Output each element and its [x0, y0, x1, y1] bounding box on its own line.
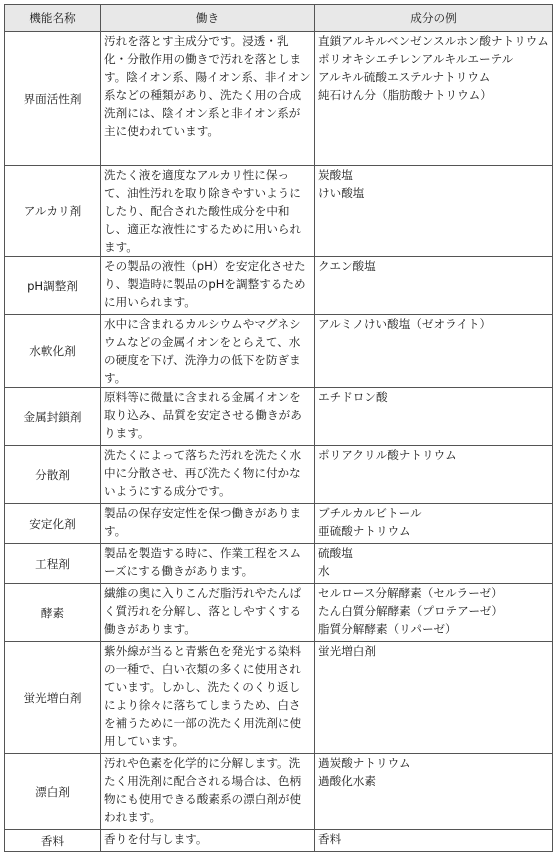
row-example-ingredients: ポリアクリル酸ナトリウム	[315, 446, 553, 504]
row-function-name: 金属封鎖剤	[5, 388, 101, 446]
row-function-name: pH調整剤	[5, 257, 101, 315]
row-function-description: その製品の液性（pH）を安定化させたり、製造時に製品のpHを調整するために用いられます。	[101, 257, 315, 315]
table-row	[5, 754, 553, 830]
row-function-name: 界面活性剤	[5, 32, 101, 166]
row-function-description: 製品の保存安定性を保つ働きがあります。	[101, 504, 315, 544]
table-row	[5, 642, 553, 754]
header-example-ingredients: 成分の例	[315, 5, 553, 32]
row-function-description: 洗たくによって落ちた汚れを洗たく水中に分散させ、再び洗たく物に付かないようにする成分です。	[101, 446, 315, 504]
row-function-name: アルカリ剤	[5, 166, 101, 257]
row-function-description: 香りを付与します。	[101, 830, 315, 852]
table-header-row	[5, 5, 553, 32]
header-function-name: 機能名称	[5, 5, 101, 32]
row-function-name: 香料	[5, 830, 101, 852]
row-function-description: 製品を製造する時に、作業工程をスムーズにする働きがあります。	[101, 544, 315, 584]
row-function-name: 漂白剤	[5, 754, 101, 830]
row-example-ingredients: セルロース分解酵素（セルラーゼ） たん白質分解酵素（プロテアーゼ） 脂質分解酵素（リパーゼ）	[315, 584, 553, 642]
row-function-description: 繊維の奥に入りこんだ脂汚れやたんぱく質汚れを分解し、落としやすくする働きがあります。	[101, 584, 315, 642]
table-row	[5, 830, 553, 852]
table-row	[5, 544, 553, 584]
table-row	[5, 315, 553, 388]
row-example-ingredients: アルミノけい酸塩（ゼオライト）	[315, 315, 553, 388]
row-function-name: 水軟化剤	[5, 315, 101, 388]
row-example-ingredients: 香料	[315, 830, 553, 852]
table-row	[5, 166, 553, 257]
row-example-ingredients: エチドロン酸	[315, 388, 553, 446]
header-function: 働き	[101, 5, 315, 32]
row-function-description: 原料等に微量に含まれる金属イオンを取り込み、品質を安定させる働きがあります。	[101, 388, 315, 446]
table-row	[5, 257, 553, 315]
row-function-name: 酵素	[5, 584, 101, 642]
row-function-description: 水中に含まれるカルシウムやマグネシウムなどの金属イオンをとらえて、水の硬度を下げ、洗浄力の低下を防ぎます。	[101, 315, 315, 388]
table-row	[5, 388, 553, 446]
row-function-name: 工程剤	[5, 544, 101, 584]
table-row	[5, 446, 553, 504]
row-example-ingredients: ブチルカルビトール 亜硫酸ナトリウム	[315, 504, 553, 544]
row-example-ingredients: 硫酸塩 水	[315, 544, 553, 584]
row-function-name: 安定化剤	[5, 504, 101, 544]
row-function-description: 汚れを落とす主成分です。浸透・乳化・分散作用の働きで汚れを落とします。陰イオン系、陽イオン系、非イオン系などの種類があり、洗たく用の合成洗剤には、陰イオン系と非イオン系が主に使われています。	[101, 32, 315, 166]
table-row	[5, 504, 553, 544]
row-function-description: 汚れや色素を化学的に分解します。洗たく用洗剤に配合される場合は、色柄物にも使用できる酸素系の漂白剤が使われます。	[101, 754, 315, 830]
row-function-description: 洗たく液を適度なアルカリ性に保って、油性汚れを取り除きやすいようにしたり、配合された酸性成分を中和し、適正な液性にするために用いられます。	[101, 166, 315, 257]
table-row	[5, 584, 553, 642]
table-row	[5, 32, 553, 166]
row-example-ingredients: 過炭酸ナトリウム 過酸化水素	[315, 754, 553, 830]
row-example-ingredients: 直鎖アルキルベンゼンスルホン酸ナトリウム ポリオキシエチレンアルキルエーテル アルキル硫酸エステルナトリウム 純石けん分（脂肪酸ナトリウム）	[315, 32, 553, 166]
row-example-ingredients: 炭酸塩 けい酸塩	[315, 166, 553, 257]
ingredient-function-table	[4, 4, 553, 852]
row-example-ingredients: クエン酸塩	[315, 257, 553, 315]
row-function-name: 蛍光増白剤	[5, 642, 101, 754]
row-function-description: 紫外線が当ると青紫色を発光する染料の一種で、白い衣類の多くに使用されています。しかし、洗たくのくり返しにより徐々に落ちてしまうため、白さを補うために一部の洗たく用洗剤に使用しています。	[101, 642, 315, 754]
row-function-name: 分散剤	[5, 446, 101, 504]
row-example-ingredients: 蛍光増白剤	[315, 642, 553, 754]
